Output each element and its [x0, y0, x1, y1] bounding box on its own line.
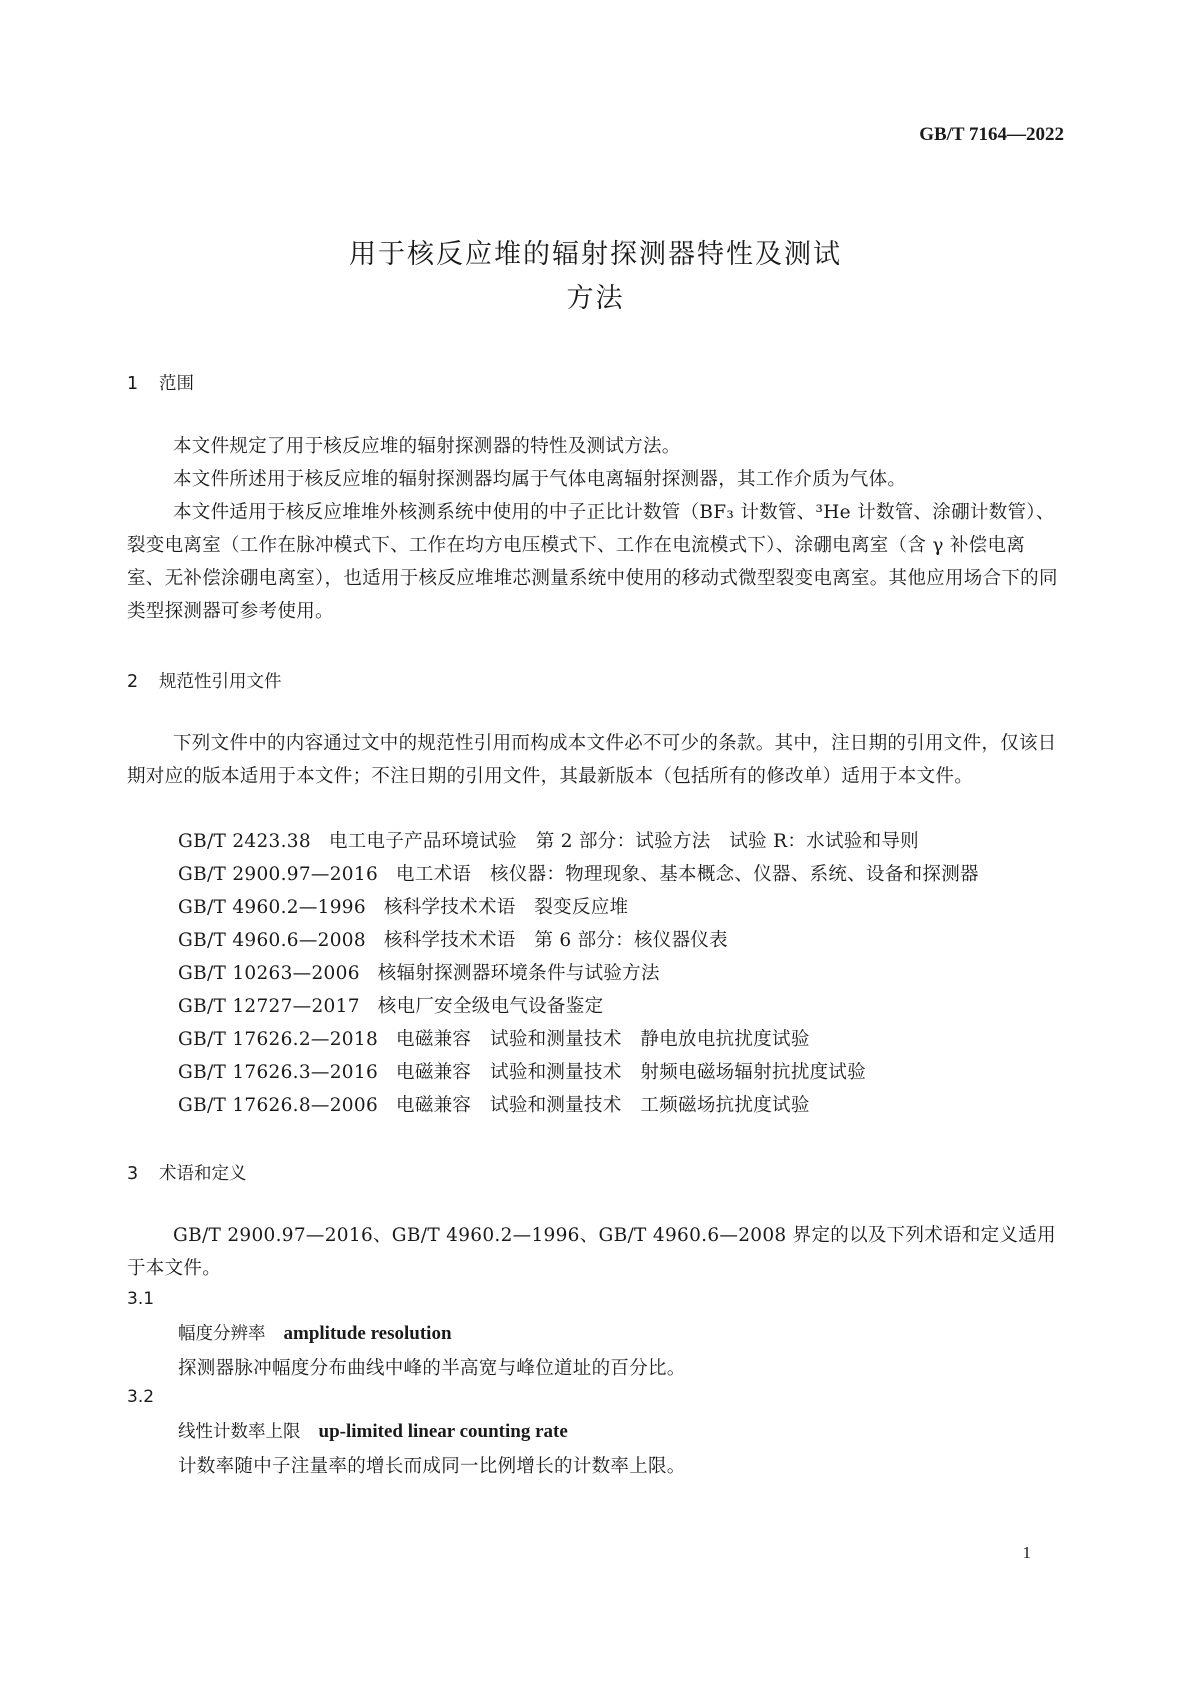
reference-item: [178, 1025, 810, 1051]
section-title: 范围: [159, 374, 194, 394]
term-number: 3.2: [127, 1387, 155, 1407]
reference-item: [178, 893, 628, 919]
reference-code: GB/T 17626.3—2016: [178, 1062, 379, 1083]
document-title-line-1: 用于核反应堆的辐射探测器特性及测试: [349, 239, 842, 270]
scope-paragraph-3: 本文件适用于核反应堆堆外核测系统中使用的中子正比计数管（BF₃ 计数管、³He 计数管、涂硼计数管）、裂变电离室（工作在脉冲模式下、工作在均方电压模式下、工作在电流模式下）、涂硼电离室（含 γ 补偿电离室、无补偿涂硼电离室），也适用于核反应堆堆芯测量系统中使用的移动式微型裂变电离室。其他应用场合下的同类型探测器可参考使用。: [127, 502, 1058, 622]
reference-code: GB/T 2423.38: [178, 831, 311, 852]
section-heading-scope: [127, 370, 194, 395]
references-intro-paragraph: 下列文件中的内容通过文中的规范性引用而构成本文件必不可少的条款。其中，注日期的引用文件，仅该日期对应的版本适用于本文件；不注日期的引用文件，其最新版本（包括所有的修改单）适用于本文件。: [127, 733, 1057, 787]
reference-item: [178, 1091, 810, 1117]
term-definition: 计数率随中子注量率的增长而成同一比例增长的计数率上限。: [178, 1456, 686, 1477]
reference-item: [178, 926, 728, 952]
section-title: 规范性引用文件: [159, 672, 282, 692]
page-number: 1: [1022, 1543, 1031, 1562]
scope-paragraph-1: 本文件规定了用于核反应堆的辐射探测器的特性及测试方法。: [173, 436, 681, 457]
reference-code: GB/T 10263—2006: [178, 963, 360, 984]
reference-title: 电磁兼容 试验和测量技术 静电放电抗扰度试验: [396, 1029, 810, 1050]
reference-code: GB/T 17626.8—2006: [178, 1095, 379, 1116]
term-name-en: up-limited linear counting rate: [318, 1421, 568, 1442]
reference-title: 电工电子产品环境试验 第 2 部分：试验方法 试验 R：水试验和导则: [328, 831, 919, 852]
reference-title: 核科学技术术语 第 6 部分：核仪器仪表: [383, 930, 728, 951]
section-number: 3: [127, 1164, 139, 1184]
term-name-zh: 线性计数率上限: [178, 1422, 301, 1442]
reference-title: 电工术语 核仪器：物理现象、基本概念、仪器、系统、设备和探测器: [396, 864, 979, 885]
reference-code: GB/T 2900.97—2016: [178, 864, 379, 885]
reference-item: [178, 1058, 866, 1084]
reference-title: 核辐射探测器环境条件与试验方法: [377, 963, 660, 984]
section-number: 1: [127, 374, 139, 394]
scope-paragraph-2: 本文件所述用于核反应堆的辐射探测器均属于气体电离辐射探测器，其工作介质为气体。: [173, 469, 907, 490]
reference-code: GB/T 17626.2—2018: [178, 1029, 379, 1050]
term-name-zh: 幅度分辨率: [178, 1324, 266, 1344]
term-name: [178, 1418, 568, 1443]
terms-intro-paragraph: GB/T 2900.97—2016、GB/T 4960.2—1996、GB/T 4960.6—2008 界定的以及下列术语和定义适用于本文件。: [127, 1225, 1056, 1279]
reference-code: GB/T 12727—2017: [178, 996, 360, 1017]
reference-item: [178, 860, 979, 886]
reference-code: GB/T 4960.6—2008: [178, 930, 366, 951]
term-number: 3.1: [127, 1289, 155, 1309]
reference-code: GB/T 4960.2—1996: [178, 897, 366, 918]
reference-title: 核科学技术术语 裂变反应堆: [383, 897, 629, 918]
section-heading-normative-references: [127, 668, 282, 693]
reference-title: 核电厂安全级电气设备鉴定: [377, 996, 604, 1017]
document-title-line-2: 方法: [566, 283, 625, 314]
reference-item: [178, 959, 660, 985]
section-title: 术语和定义: [159, 1164, 247, 1184]
reference-item: [178, 827, 919, 853]
term-name-en: amplitude resolution: [283, 1323, 452, 1344]
term-definition: 探测器脉冲幅度分布曲线中峰的半高宽与峰位道址的百分比。: [178, 1358, 686, 1379]
reference-title: 电磁兼容 试验和测量技术 工频磁场抗扰度试验: [396, 1095, 810, 1116]
section-number: 2: [127, 672, 139, 692]
standard-code: GB/T 7164—2022: [919, 124, 1064, 145]
section-heading-terms-and-definitions: [127, 1160, 247, 1185]
reference-title: 电磁兼容 试验和测量技术 射频电磁场辐射抗扰度试验: [396, 1062, 867, 1083]
term-name: [178, 1320, 452, 1345]
reference-item: [178, 992, 603, 1018]
